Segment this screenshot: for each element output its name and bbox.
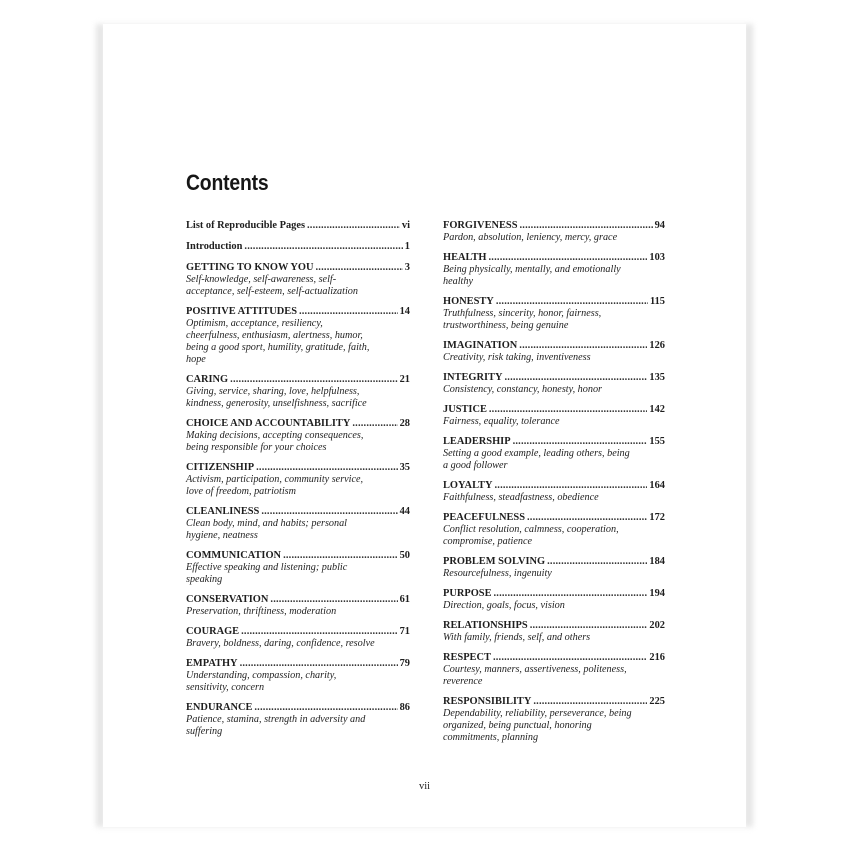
entry-description: Understanding, compassion, charity, sensitivity, concern — [186, 670, 337, 693]
toc-column-right — [443, 220, 665, 752]
entry-page: 184 — [649, 556, 665, 567]
entry-description: With family, friends, self, and others — [443, 632, 591, 643]
dot-leader — [496, 296, 648, 308]
dot-leader — [316, 262, 403, 274]
entry-description: Making decisions, accepting consequences, being responsible for your choices — [186, 430, 364, 453]
entry-page: 71 — [399, 626, 410, 637]
toc-entry[interactable] — [186, 506, 410, 542]
entry-description: Being physically, mentally, and emotionally healthy — [443, 264, 621, 287]
entry-page: 216 — [649, 652, 665, 663]
dot-leader — [352, 418, 397, 430]
toc-entry[interactable] — [443, 588, 665, 612]
entry-page: 94 — [654, 220, 665, 231]
toc-entry[interactable] — [443, 252, 665, 288]
entry-page: 194 — [649, 588, 665, 599]
toc-entry[interactable] — [186, 418, 410, 454]
dot-leader — [256, 462, 397, 474]
dot-leader — [489, 404, 648, 416]
toc-entry[interactable] — [443, 512, 665, 548]
entry-title: EMPATHY — [186, 658, 238, 669]
toc-entry[interactable] — [186, 374, 410, 410]
entry-description: Dependability, reliability, perseverance, being organized, being punctual, honoring commitments, planning — [443, 708, 632, 743]
entry-description: Optimism, acceptance, resiliency, cheerfulness, enthusiasm, alertness, humor, being a good sport, humility, gratitude, faith, hope — [186, 318, 370, 365]
entry-description: Pardon, absolution, leniency, mercy, grace — [443, 232, 618, 243]
toc-entry[interactable] — [443, 436, 665, 472]
entry-description: Setting a good example, leading others, being a good follower — [443, 448, 630, 471]
entry-page: 61 — [399, 594, 410, 605]
toc-entry[interactable] — [186, 702, 410, 738]
entry-page: 103 — [649, 252, 665, 263]
toc-entry[interactable] — [443, 620, 665, 644]
toc-column-left — [186, 220, 410, 746]
entry-description: Direction, goals, focus, vision — [443, 600, 565, 611]
dot-leader — [230, 374, 397, 386]
toc-entry[interactable] — [186, 658, 410, 694]
entry-title: FORGIVENESS — [443, 220, 518, 231]
entry-description: Creativity, risk taking, inventiveness — [443, 352, 591, 363]
dot-leader — [533, 696, 647, 708]
entry-title: LEADERSHIP — [443, 436, 511, 447]
entry-page: vi — [401, 220, 410, 231]
page-number: vii — [418, 781, 431, 792]
entry-page: 3 — [404, 262, 410, 273]
entry-page: 35 — [399, 462, 410, 473]
dot-leader — [261, 506, 397, 518]
entry-page: 115 — [649, 296, 665, 307]
entry-title: INTEGRITY — [443, 372, 503, 383]
entry-title: JUSTICE — [443, 404, 487, 415]
entry-page: 14 — [399, 306, 410, 317]
entry-title: CHOICE AND ACCOUNTABILITY — [186, 418, 351, 429]
dot-leader — [520, 220, 653, 232]
dot-leader — [547, 556, 647, 568]
entry-page: 142 — [649, 404, 665, 415]
toc-entry[interactable] — [186, 262, 410, 298]
entry-page: 50 — [399, 550, 410, 561]
entry-page: 164 — [649, 480, 665, 491]
toc-entry[interactable] — [443, 652, 665, 688]
entry-title: ENDURANCE — [186, 702, 253, 713]
dot-leader — [244, 241, 402, 253]
entry-description: Preservation, thriftiness, moderation — [186, 606, 337, 617]
toc-entry[interactable] — [443, 404, 665, 428]
entry-title: CITIZENSHIP — [186, 462, 255, 473]
toc-entry[interactable] — [443, 480, 665, 504]
entry-page: 79 — [399, 658, 410, 669]
entry-page: 28 — [399, 418, 410, 429]
entry-title: List of Reproducible Pages — [186, 220, 306, 231]
entry-title: PURPOSE — [443, 588, 492, 599]
toc-entry[interactable] — [186, 550, 410, 586]
entry-page: 86 — [399, 702, 410, 713]
toc-entry[interactable] — [443, 296, 665, 332]
dot-leader — [494, 480, 647, 492]
toc-entry[interactable] — [443, 372, 665, 396]
dot-leader — [283, 550, 398, 562]
entry-page: 172 — [649, 512, 665, 523]
dot-leader — [504, 372, 647, 384]
dot-leader — [519, 340, 647, 352]
dot-leader — [254, 702, 397, 714]
entry-title: COURAGE — [186, 626, 240, 637]
entry-page: 1 — [404, 241, 410, 252]
dot-leader — [299, 306, 398, 318]
entry-title: CARING — [186, 374, 229, 385]
entry-title: HEALTH — [443, 252, 487, 263]
dot-leader — [241, 626, 397, 638]
entry-title: PROBLEM SOLVING — [443, 556, 546, 567]
entry-description: Clean body, mind, and habits; personal hygiene, neatness — [186, 518, 348, 541]
entry-description: Giving, service, sharing, love, helpfulness, kindness, generosity, unselfishness, sacrifice — [186, 386, 367, 409]
entry-title: IMAGINATION — [443, 340, 518, 351]
entry-description: Faithfulness, steadfastness, obedience — [443, 492, 599, 503]
toc-entry[interactable] — [186, 626, 410, 650]
toc-entry[interactable] — [186, 241, 410, 253]
dot-leader — [270, 594, 397, 606]
entry-description: Conflict resolution, calmness, cooperation, compromise, patience — [443, 524, 619, 547]
entry-description: Truthfulness, sincerity, honor, fairness, trustworthiness, being genuine — [443, 308, 602, 331]
entry-description: Resourcefulness, ingenuity — [443, 568, 552, 579]
toc-entry[interactable] — [186, 306, 410, 366]
entry-title: RESPECT — [443, 652, 491, 663]
toc-entry[interactable] — [186, 462, 410, 498]
entry-description: Fairness, equality, tolerance — [443, 416, 560, 427]
entry-title: PEACEFULNESS — [443, 512, 525, 523]
entry-page: 202 — [649, 620, 665, 631]
entry-description: Consistency, constancy, honesty, honor — [443, 384, 603, 395]
entry-page: 135 — [649, 372, 665, 383]
entry-description: Bravery, boldness, daring, confidence, resolve — [186, 638, 375, 649]
entry-title: HONESTY — [443, 296, 494, 307]
entry-title: LOYALTY — [443, 480, 493, 491]
entry-title: CONSERVATION — [186, 594, 269, 605]
entry-title: CLEANLINESS — [186, 506, 260, 517]
dot-leader — [530, 620, 648, 632]
dot-leader — [527, 512, 647, 524]
entry-description: Patience, stamina, strength in adversity and suffering — [186, 714, 366, 737]
entry-page: 155 — [649, 436, 665, 447]
dot-leader — [240, 658, 398, 670]
entry-description: Courtesy, manners, assertiveness, politeness, reverence — [443, 664, 627, 687]
entry-page: 225 — [649, 696, 665, 707]
toc-entry[interactable] — [443, 340, 665, 364]
dot-leader — [494, 588, 648, 600]
book-page — [103, 24, 746, 827]
entry-page: 21 — [399, 374, 410, 385]
entry-title: GETTING TO KNOW YOU — [186, 262, 314, 273]
dot-leader — [489, 252, 648, 264]
entry-description: Activism, participation, community service, love of freedom, patriotism — [186, 474, 364, 497]
entry-title: RELATIONSHIPS — [443, 620, 528, 631]
entry-title: POSITIVE ATTITUDES — [186, 306, 297, 317]
toc-entry[interactable] — [443, 696, 665, 744]
toc-entry[interactable] — [186, 220, 410, 232]
dot-leader — [493, 652, 647, 664]
toc-entry[interactable] — [443, 556, 665, 580]
entry-title: COMMUNICATION — [186, 550, 282, 561]
page-title: Contents — [186, 170, 269, 195]
dot-leader — [307, 220, 400, 232]
entry-title: RESPONSIBILITY — [443, 696, 532, 707]
entry-title: Introduction — [186, 241, 243, 252]
toc-entry[interactable] — [186, 594, 410, 618]
entry-description: Effective speaking and listening; public speaking — [186, 562, 348, 585]
entry-page: 126 — [649, 340, 665, 351]
entry-description: Self-knowledge, self-awareness, self-acceptance, self-esteem, self-actualization — [186, 274, 358, 297]
toc-entry[interactable] — [443, 220, 665, 244]
entry-page: 44 — [399, 506, 410, 517]
dot-leader — [513, 436, 648, 448]
